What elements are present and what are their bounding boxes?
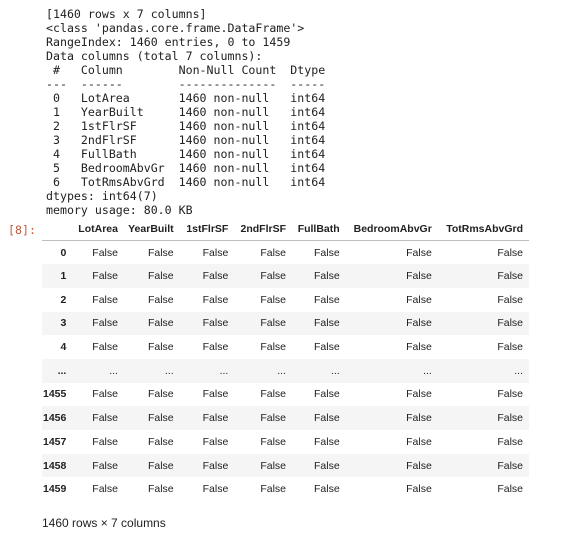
- table-cell: False: [92, 388, 118, 401]
- table-cell: False: [497, 270, 523, 283]
- table-cell: False: [406, 293, 432, 306]
- table-cell: False: [406, 270, 432, 283]
- dataframe-table: [42, 217, 529, 501]
- table-cell: False: [92, 435, 118, 448]
- table-cell: False: [406, 412, 432, 425]
- table-cell: False: [314, 435, 340, 448]
- table-cell: False: [314, 317, 340, 330]
- table-cell: False: [260, 412, 287, 425]
- table-cell: False: [260, 293, 287, 306]
- stdout-output: [1460 rows x 7 columns] <class 'pandas.core.frame.DataFrame'> RangeIndex: 1460 entries, 0 to 1459 Data columns (total 7 columns): # Column Non-Null Count Dtype --- ------ -------------- ----- 0 LotArea 1460 non-null int64 1 YearBuilt 1460 non-null int64 2 1stFlrSF 1460 non-null int64 3 2ndFlrSF 1460 non-null int64 4 FullBath 1460 non-null int64 5 BedroomAbvGr 1460 non-null int64 6 TotRmsAbvGrd 1460 non-null int64 dtypes: int64(7) memory usage: 80.0 KB: [46, 7, 326, 217]
- table-row: [42, 335, 529, 359]
- table-cell: False: [147, 412, 174, 425]
- table-cell: False: [147, 459, 174, 472]
- table-cell: ...: [514, 364, 523, 377]
- table-cell: False: [202, 270, 229, 283]
- table-cell: False: [202, 388, 229, 401]
- table-cell: False: [92, 341, 118, 354]
- table-row: [42, 264, 529, 288]
- table-cell: False: [314, 293, 340, 306]
- table-cell: False: [406, 388, 432, 401]
- table-cell: False: [147, 246, 174, 259]
- table-cell: False: [260, 483, 287, 496]
- table-row: [42, 241, 529, 265]
- table-cell: False: [202, 246, 229, 259]
- table-cell: False: [406, 341, 432, 354]
- table-cell: False: [260, 246, 287, 259]
- table-cell: False: [147, 317, 174, 330]
- row-index: 1457: [43, 435, 67, 448]
- column-header: TotRmsAbvGrd: [438, 217, 529, 241]
- column-header: 1stFlrSF: [180, 217, 235, 241]
- table-cell: ...: [109, 364, 118, 377]
- table-row: [42, 359, 529, 383]
- column-header: YearBuilt: [124, 217, 180, 241]
- table-cell: False: [147, 341, 174, 354]
- table-cell: False: [147, 293, 174, 306]
- table-cell: False: [147, 435, 174, 448]
- table-cell: False: [202, 293, 229, 306]
- table-cell: False: [406, 459, 432, 472]
- table-row: [42, 477, 529, 501]
- row-index: 1459: [43, 483, 67, 496]
- table-cell: False: [260, 435, 287, 448]
- table-cell: False: [314, 388, 340, 401]
- row-index: 1: [60, 270, 67, 283]
- table-cell: False: [497, 293, 523, 306]
- column-header: BedroomAbvGr: [346, 217, 438, 241]
- table-row: [42, 454, 529, 478]
- table-cell: False: [406, 317, 432, 330]
- row-index: 1456: [43, 412, 67, 425]
- table-cell: False: [202, 435, 229, 448]
- table-cell: False: [92, 317, 118, 330]
- table-cell: False: [314, 246, 340, 259]
- table-cell: False: [147, 270, 174, 283]
- row-index: 3: [60, 317, 67, 330]
- table-cell: False: [497, 459, 523, 472]
- table-cell: False: [497, 412, 523, 425]
- table-cell: ...: [423, 364, 432, 377]
- table-cell: ...: [219, 364, 229, 377]
- table-cell: False: [314, 459, 340, 472]
- table-cell: False: [147, 388, 174, 401]
- row-index: 1455: [43, 388, 67, 401]
- table-cell: False: [202, 412, 229, 425]
- dataframe-shape: 1460 rows × 7 columns: [42, 516, 166, 530]
- table-cell: False: [497, 246, 523, 259]
- table-cell: False: [92, 246, 118, 259]
- table-cell: False: [202, 317, 229, 330]
- table-cell: False: [497, 435, 523, 448]
- table-cell: False: [260, 459, 287, 472]
- table-cell: False: [314, 341, 340, 354]
- row-index: 4: [60, 341, 67, 354]
- table-cell: False: [92, 293, 118, 306]
- row-index: ...: [57, 364, 67, 377]
- table-cell: False: [497, 341, 523, 354]
- table-cell: False: [92, 483, 118, 496]
- table-row: [42, 383, 529, 407]
- table-cell: ...: [277, 364, 287, 377]
- table-cell: False: [314, 270, 340, 283]
- table-cell: False: [260, 270, 287, 283]
- table-header: [42, 217, 529, 241]
- table-cell: False: [202, 483, 229, 496]
- table-cell: False: [406, 483, 432, 496]
- column-header: FullBath: [292, 217, 346, 241]
- index-header: [42, 217, 72, 241]
- table-cell: False: [497, 317, 523, 330]
- table-cell: ...: [164, 364, 174, 377]
- column-header: LotArea: [72, 217, 124, 241]
- table-cell: False: [202, 459, 229, 472]
- table-row: [42, 312, 529, 336]
- table-cell: False: [202, 341, 229, 354]
- table-row: [42, 430, 529, 454]
- table-cell: False: [260, 388, 287, 401]
- table-cell: False: [497, 483, 523, 496]
- table-cell: False: [147, 483, 174, 496]
- table-cell: False: [406, 435, 432, 448]
- row-index: 0: [60, 246, 67, 259]
- column-header: 2ndFlrSF: [234, 217, 292, 241]
- table-row: [42, 288, 529, 312]
- table-cell: False: [260, 317, 287, 330]
- table-cell: False: [406, 246, 432, 259]
- table-cell: False: [497, 388, 523, 401]
- table-cell: False: [92, 270, 118, 283]
- table-body: [42, 241, 529, 502]
- header-row: [42, 217, 529, 241]
- table-cell: False: [314, 483, 340, 496]
- table-cell: False: [92, 459, 118, 472]
- row-index: 2: [60, 293, 67, 306]
- table-cell: False: [92, 412, 118, 425]
- table-cell: False: [260, 341, 287, 354]
- cell-prompt: [8]:: [8, 223, 36, 237]
- table-row: [42, 406, 529, 430]
- row-index: 1458: [43, 459, 67, 472]
- table-cell: ...: [330, 364, 340, 377]
- table-cell: False: [314, 412, 340, 425]
